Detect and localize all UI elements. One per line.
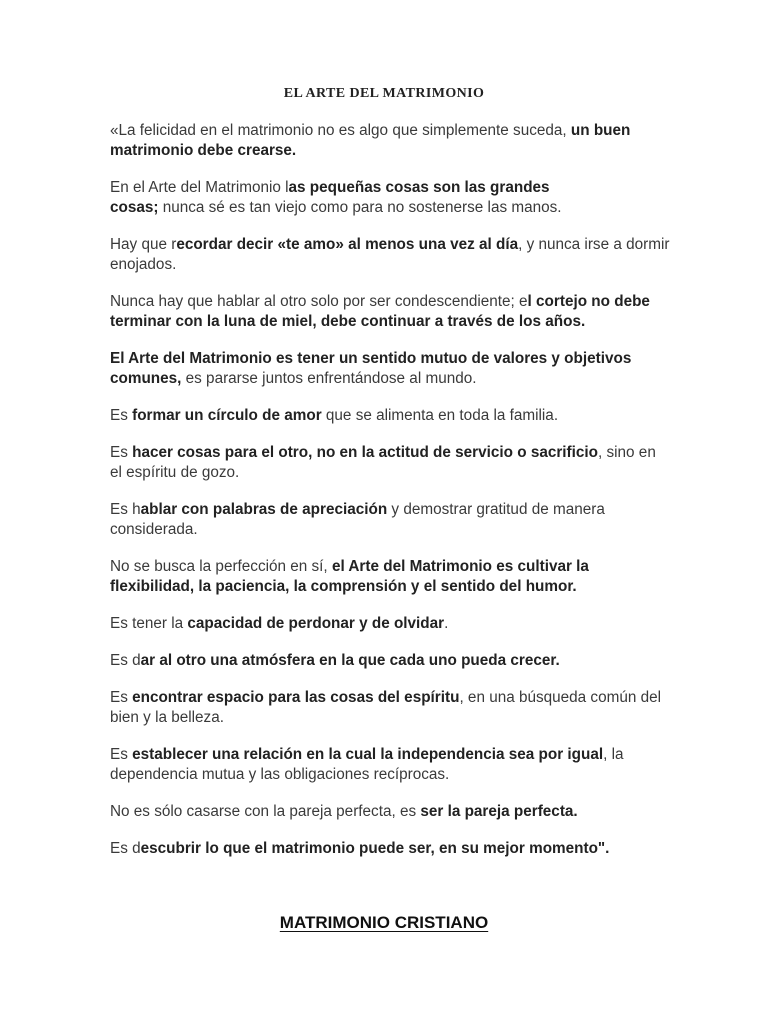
bold-text-run: encontrar espacio para las cosas del espíritu: [132, 689, 460, 706]
text-run: Hay que r: [110, 236, 177, 253]
body-paragraph: [110, 292, 670, 332]
body-paragraph: [110, 406, 670, 426]
text-run: es pararse juntos enfrentándose al mundo.: [181, 370, 477, 387]
text-run: Es: [110, 407, 133, 424]
text-run: Nunca hay que hablar al otro solo por ser condescendiente; e: [110, 293, 528, 310]
body-paragraph: [110, 614, 670, 634]
body-paragraph: [110, 349, 670, 389]
body-paragraph: [110, 557, 670, 597]
bold-text-run: el Arte del Matrimonio es cultivar la flexibilidad, la paciencia, la comprensión y el sentido del humor.: [110, 558, 589, 595]
bold-text-run: hacer cosas para el otro, no en la actitud de servicio o sacrificio: [132, 444, 598, 461]
bold-text-run: ser la pareja perfecta.: [420, 803, 578, 820]
text-run: , la dependencia mutua y las obligaciones recíprocas.: [110, 746, 624, 783]
body-paragraph: [110, 235, 670, 275]
body-paragraph: [110, 651, 670, 671]
body-paragraph: [110, 500, 670, 540]
bold-text-run: formar un círculo de amor: [132, 407, 322, 424]
body-paragraph: [110, 745, 670, 785]
body-paragraph: [110, 178, 670, 218]
body-paragraph: [110, 802, 670, 822]
text-run: En el Arte del Matrimonio l: [110, 179, 289, 196]
bold-text-run: cosas;: [110, 199, 159, 216]
body-paragraph: [110, 121, 670, 161]
text-run: y demostrar gratitud de manera considerada.: [110, 501, 605, 538]
bold-text-run: l cortejo no debe terminar con la luna de miel, debe continuar a través de los años.: [110, 293, 650, 330]
text-run: Es d: [110, 652, 141, 669]
text-run: , en una búsqueda común del bien y la belleza.: [110, 689, 662, 726]
bold-text-run: ecordar decir «te amo» al menos una vez al día: [176, 236, 519, 253]
text-run: , sino en el espíritu de gozo.: [110, 444, 656, 481]
text-run: Es tener la: [110, 615, 188, 632]
bold-text-run: establecer una relación en la cual la independencia sea por igual: [132, 746, 604, 763]
bold-text-run: ar al otro una atmósfera en la que cada uno pueda crecer.: [140, 652, 560, 669]
document-title: EL ARTE DEL MATRIMONIO: [283, 86, 485, 101]
bold-text-run: El Arte del Matrimonio es tener un sentido mutuo de valores y objetivos comunes,: [110, 350, 632, 387]
text-run: Es d: [110, 840, 141, 857]
bold-text-run: escubrir lo que el matrimonio puede ser, en su mejor momento".: [140, 840, 610, 857]
bold-text-run: un buen matrimonio debe crearse.: [110, 122, 631, 159]
document-body: [110, 121, 670, 876]
text-run: Es: [110, 689, 133, 706]
text-run: Es h: [110, 501, 141, 518]
section-heading: MATRIMONIO CRISTIANO: [279, 913, 489, 932]
text-run: que se alimenta en toda la familia.: [321, 407, 559, 424]
bold-text-run: ablar con palabras de apreciación: [140, 501, 388, 518]
text-run: Es: [110, 746, 133, 763]
body-paragraph: [110, 688, 670, 728]
text-run: nunca sé es tan viejo como para no sostenerse las manos.: [158, 199, 562, 216]
text-run: «La felicidad en el matrimonio no es algo que simplemente suceda,: [110, 122, 571, 139]
text-run: No se busca la perfección en sí,: [110, 558, 332, 575]
text-run: , y nunca irse a dormir enojados.: [110, 236, 670, 273]
bold-text-run: capacidad de perdonar y de olvidar: [187, 615, 445, 632]
body-paragraph: [110, 839, 670, 859]
text-run: No es sólo casarse con la pareja perfecta, es: [110, 803, 421, 820]
body-paragraph: [110, 443, 670, 483]
text-run: .: [444, 615, 449, 632]
bold-text-run: as pequeñas cosas son las grandes: [288, 179, 550, 196]
text-run: Es: [110, 444, 133, 461]
